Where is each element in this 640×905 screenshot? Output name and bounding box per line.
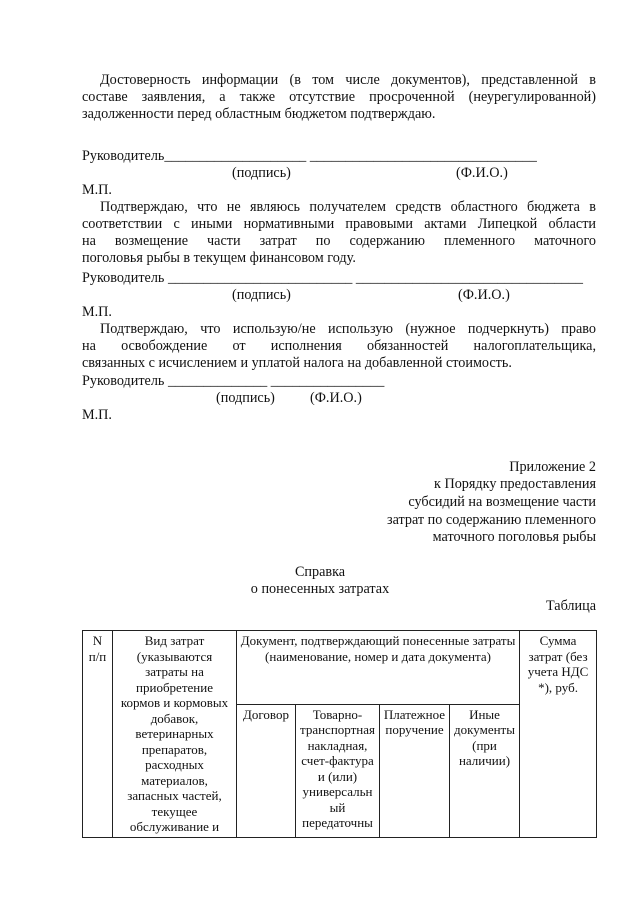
confirmation-paragraph-1 (82, 72, 596, 123)
header-amount: Сумма затрат (без учета НДС *), руб. (520, 631, 597, 838)
paragraph-line: поголовья рыбы в текущем финансовом году. (82, 250, 356, 266)
head-signature-line-2: Руководитель __________________________ ________________________________ (82, 270, 583, 286)
paragraph-line: Достоверность информации (в том числе документов), представленной в (100, 72, 596, 88)
document-title: Справка (294, 564, 346, 580)
paragraph-line: на возмещение части затрат по содержанию племенного маточного (82, 233, 596, 249)
stamp-label-1: М.П. (82, 182, 112, 198)
confirmation-paragraph-2 (82, 199, 596, 267)
document-subtitle: о понесенных затратах (250, 581, 390, 597)
paragraph-line: задолженности перед областным бюджетом подтверждаю. (82, 106, 436, 122)
appendix-line: субсидий на возмещение части (408, 494, 596, 510)
expenses-table (82, 630, 597, 838)
paragraph-line: Подтверждаю, что использую/не использую (нужное подчеркнуть) право (100, 321, 596, 337)
paragraph-line: связанных с исчислением и уплатой налога на добавленной стоимость. (82, 355, 512, 371)
confirmation-paragraph-3 (82, 321, 596, 372)
header-row-number: N п/п (83, 631, 113, 838)
appendix-line: затрат по содержанию племенного (386, 512, 596, 528)
head-signature-line-1: Руководитель____________________ ________________________________ (82, 148, 537, 164)
header-waybill-invoice: Товарно- транспортная накладная, счет-фактура и (или) универсальн ый передаточны (296, 704, 380, 837)
appendix-line: к Порядку предоставления (434, 476, 596, 492)
appendix-line: маточного поголовья рыбы (432, 529, 596, 545)
paragraph-line: соответствии с иными нормативными правовыми актами Липецкой области (82, 216, 596, 232)
name-caption-3: (Ф.И.О.) (310, 390, 362, 406)
signature-caption-3: (подпись) (216, 390, 275, 406)
name-caption-2: (Ф.И.О.) (458, 287, 510, 303)
header-supporting-document: Документ, подтверждающий понесенные затраты (наименование, номер и дата документа) (237, 631, 520, 705)
stamp-label-3: М.П. (82, 407, 112, 423)
stamp-label-2: М.П. (82, 304, 112, 320)
header-payment-order: Платежное поручение (380, 704, 450, 837)
paragraph-line: на освобождение от исполнения обязанностей налогоплательщика, (82, 338, 596, 354)
header-contract: Договор (237, 704, 296, 837)
signature-caption-2: (подпись) (232, 287, 291, 303)
name-caption-1: (Ф.И.О.) (456, 165, 508, 181)
appendix-line: Приложение 2 (509, 459, 596, 475)
paragraph-line: Подтверждаю, что не являюсь получателем средств областного бюджета в (100, 199, 596, 215)
header-expense-type: Вид затрат (указываются затраты на приобретение кормов и кормовых добавок, ветеринарных препаратов, расходных материалов, запасных частей, текущее обслуживание и (113, 631, 237, 838)
head-signature-line-3: Руководитель ______________ ________________ (82, 373, 385, 389)
paragraph-line: составе заявления, а также отсутствие просроченной (неурегулированной) (82, 89, 596, 105)
header-other-documents: Иные документы (при наличии) (450, 704, 520, 837)
table-label: Таблица (545, 598, 596, 614)
signature-caption-1: (подпись) (232, 165, 291, 181)
